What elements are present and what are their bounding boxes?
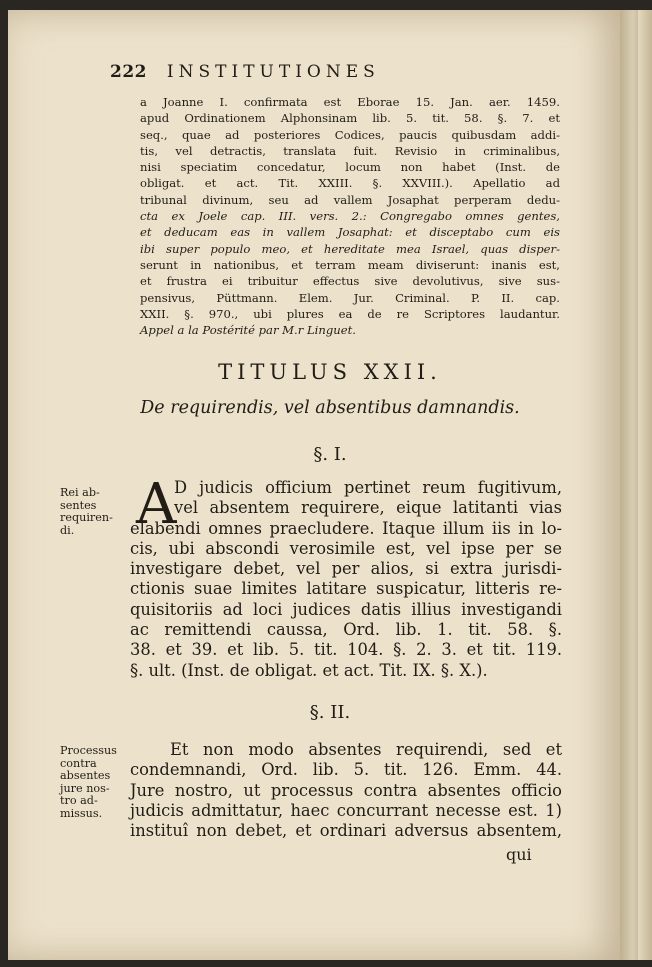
margin-note-2 bbox=[60, 745, 124, 821]
running-title: INSTITUTIONES bbox=[166, 62, 380, 82]
margin-note-1 bbox=[60, 487, 124, 537]
note-line: tis, vel detractis, translata fuit. Revisio in criminalibus, bbox=[140, 143, 560, 158]
note-line: apud Ordinationem Alphonsinam lib. 5. tit. 58. §. 7. et bbox=[140, 111, 560, 126]
section-2-text bbox=[130, 740, 562, 841]
body-line: ctionis suae limites latitare suspicatur, litteris re- bbox=[130, 579, 562, 599]
margin-note-line: absentes bbox=[60, 769, 111, 783]
section-heading-1: §. I. bbox=[313, 444, 347, 465]
margin-note-line: jure nos- bbox=[60, 781, 110, 795]
note-line: Appel a la Postérité par M.r Linguet. bbox=[140, 323, 356, 338]
note-line: pensivus, Püttmann. Elem. Jur. Criminal. P. II. cap. bbox=[140, 290, 560, 305]
body-line: condemnandi, Ord. lib. 5. tit. 126. Emm. 44. bbox=[130, 760, 562, 780]
section-heading-2: §. II. bbox=[309, 702, 351, 723]
note-line: nisi speciatim concedatur, locum non habet (Inst. de bbox=[140, 160, 560, 175]
body-line: judicis admittatur, haec concurrant necesse est. 1) bbox=[130, 800, 562, 820]
body-line: Et non modo absentes requirendi, sed et bbox=[170, 740, 562, 759]
body-line: ac remittendi caussa, Ord. lib. 1. tit. 58. §. bbox=[130, 620, 562, 640]
footnote-block bbox=[140, 94, 560, 338]
margin-note-line: Rei ab- bbox=[60, 486, 100, 499]
note-line: cta ex Joele cap. III. vers. 2.: Congregabo omnes gentes, bbox=[140, 209, 560, 224]
margin-note-line: requiren- bbox=[60, 511, 113, 525]
body-line: §. ult. (Inst. de obligat. et act. Tit. IX. §. X.). bbox=[130, 660, 488, 680]
title-heading: TITULUS XXII. bbox=[218, 360, 442, 384]
section-1-text bbox=[130, 472, 562, 681]
margin-note-line: missus. bbox=[60, 806, 103, 820]
note-line: tribunal divinum, seu ad vallem Josaphat perperam dedu- bbox=[140, 192, 560, 207]
margin-note-line: sentes bbox=[60, 498, 97, 512]
margin-note-line: di. bbox=[60, 523, 75, 537]
body-line: 38. et 39. et lib. 5. tit. 104. §. 2. 3. et tit. 119. bbox=[130, 640, 562, 660]
body-line: quisitoriis ad loci judices datis illius investigandi bbox=[130, 599, 562, 619]
page-number: 222 bbox=[110, 62, 147, 82]
drop-cap: A bbox=[136, 472, 177, 537]
note-line: obligat. et act. Tit. XXIII. §. XXVIII.). Apellatio ad bbox=[140, 176, 560, 191]
margin-note-line: contra bbox=[60, 756, 97, 770]
margin-note-line: tro ad- bbox=[60, 794, 98, 808]
running-header bbox=[110, 62, 560, 82]
margin-note-line: Processus bbox=[60, 744, 117, 757]
catchword: qui bbox=[506, 845, 532, 864]
body-line: cis, ubi abscondi verosimile est, vel ipse per se bbox=[130, 538, 562, 558]
title-subheading: De requirendis, vel absentibus damnandis. bbox=[140, 398, 520, 418]
body-line: vel absentem requirere, eique latitanti vias bbox=[174, 498, 562, 518]
body-line: elabendi omnes praecludere. Itaque illum iis in lo- bbox=[130, 518, 562, 538]
note-line: et deducam eas in vallem Josaphat: et disceptabo cum eis bbox=[140, 225, 560, 240]
note-line: et frustra ei tribuitur effectus sive devolutivus, sive sus- bbox=[140, 274, 560, 289]
note-line: a Joanne I. confirmata est Eborae 15. Jan. aer. 1459. bbox=[140, 95, 560, 109]
body-line: investigare debet, vel per alios, si extra jurisdi- bbox=[130, 559, 562, 579]
note-line: XXII. §. 970., ubi plures ea de re Scriptores laudantur. bbox=[140, 306, 560, 321]
body-line: D judicis officium pertinet reum fugitivum, bbox=[174, 478, 562, 497]
note-line: serunt in nationibus, et terram meam diviserunt: inanis est, bbox=[140, 257, 560, 272]
note-line: ibi super populo meo, et hereditate mea Israel, quas disper- bbox=[140, 241, 560, 256]
body-line: Jure nostro, ut processus contra absentes officio bbox=[130, 780, 562, 800]
note-line: seq., quae ad posteriores Codices, paucis quibusdam addi- bbox=[140, 127, 560, 142]
page-edge-right bbox=[638, 10, 652, 960]
body-line: instituî non debet, et ordinari adversus absentem, bbox=[130, 821, 562, 841]
